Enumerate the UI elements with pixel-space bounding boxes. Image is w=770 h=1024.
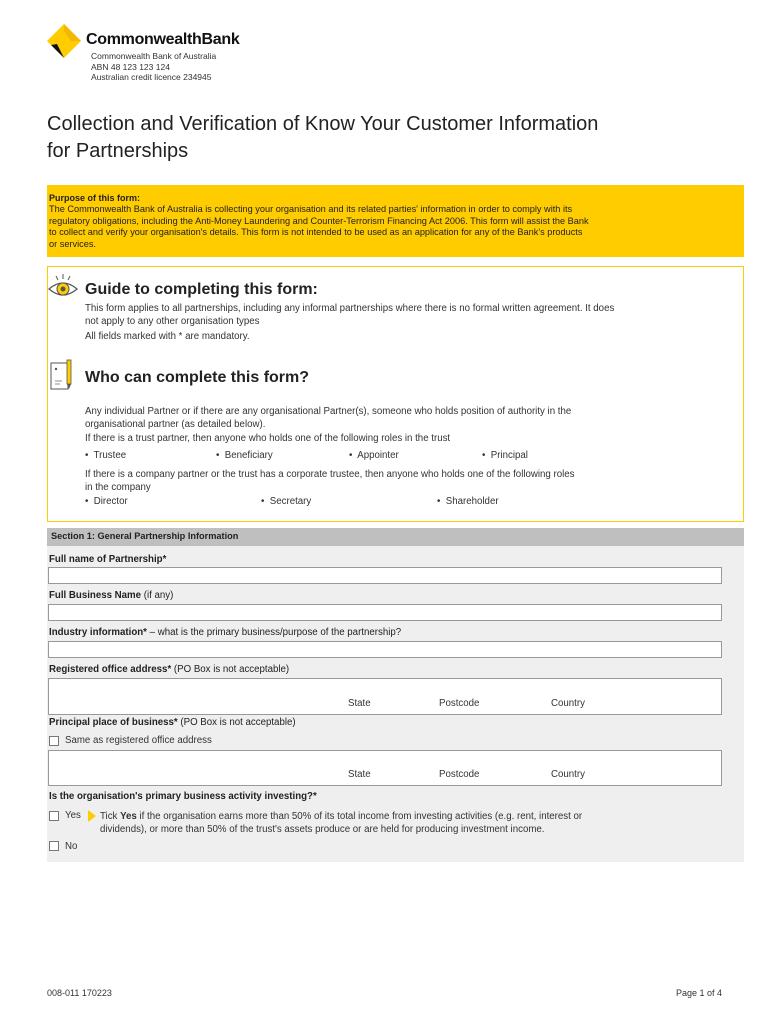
registered-state-label: State: [348, 698, 371, 709]
bank-logo-icon: [47, 24, 81, 58]
guide-text: This form applies to all partnerships, including any informal partnerships where there is no formal written agreement. It does not apply to any other organisation types All fields marked with * are mandatory.: [85, 303, 615, 342]
bank-brand-name: CommonwealthBank: [86, 31, 240, 48]
principal-country-label: Country: [551, 769, 585, 780]
principal-address-input[interactable]: [48, 750, 722, 786]
page-number: Page 1 of 4: [676, 988, 723, 998]
company-role-director: • Director: [85, 496, 128, 507]
form-code: 008-011 170223: [47, 988, 112, 998]
arrow-right-icon: [88, 810, 96, 822]
business-name-input[interactable]: [48, 604, 722, 621]
principal-postcode-label: Postcode: [439, 769, 480, 780]
section-1-header: Section 1: General Partnership Information: [47, 528, 744, 546]
who-heading: Who can complete this form?: [85, 369, 310, 386]
trust-role-trustee: • Trustee: [85, 450, 127, 461]
full-name-label: Full name of Partnership*: [49, 554, 167, 565]
trust-role-principal: • Principal: [482, 450, 528, 461]
purpose-panel: Purpose of this form: The Commonwealth Bank of Australia is collecting your organisation and its related parties' information in order to comply with its regulatory obligations, including the Anti-Money Laundering and Counter-Terrorism Financing Act 2006. This form will assist the Bank to collect and verify your organisation's details. This form is not intended to be used as an application for any of the Bank's products or services.: [47, 185, 744, 257]
page-title: Collection and Verification of Know Your Customer Information for Partnerships: [47, 113, 599, 162]
principal-state-label: State: [348, 769, 371, 780]
same-as-registered-label: Same as registered office address: [65, 735, 212, 746]
principal-place-label: Principal place of business* (PO Box is not acceptable): [49, 717, 296, 728]
form-pen-icon: [50, 359, 76, 391]
company-text: If there is a company partner or the trust has a corporate trustee, then anyone who holds one of the following roles in the company: [85, 469, 575, 493]
investing-no-checkbox[interactable]: [49, 841, 59, 851]
investing-question: Is the organisation's primary business activity investing?*: [49, 791, 317, 802]
industry-input[interactable]: [48, 641, 722, 658]
investing-yes-checkbox[interactable]: [49, 811, 59, 821]
registered-postcode-label: Postcode: [439, 698, 480, 709]
eye-icon: [48, 273, 78, 299]
registered-country-label: Country: [551, 698, 585, 709]
who-text: Any individual Partner or if there are any organisational Partner(s), someone who holds position of authority in the organisational partner (as detailed below). If there is a trust partner, then anyone who holds one of the following roles in the trust: [85, 406, 572, 444]
registered-address-input[interactable]: [48, 678, 722, 715]
investing-no-label: No: [65, 841, 78, 852]
trust-role-beneficiary: • Beneficiary: [216, 450, 273, 461]
company-role-shareholder: • Shareholder: [437, 496, 499, 507]
same-as-registered-checkbox[interactable]: [49, 736, 59, 746]
investing-tick-note: Tick Yes if the organisation earns more than 50% of its total income from investing activities (e.g. rent, interest or dividends), or more than 50% of the trust's assets produce or are held for producing investment income.: [100, 811, 583, 835]
guide-heading: Guide to completing this form:: [85, 281, 318, 298]
company-role-secretary: • Secretary: [261, 496, 312, 507]
registered-address-label: Registered office address* (PO Box is not acceptable): [49, 664, 290, 675]
trust-role-appointer: • Appointer: [349, 450, 399, 461]
purpose-heading: Purpose of this form:: [49, 193, 141, 203]
industry-label: Industry information* – what is the primary business/purpose of the partnership?: [49, 627, 402, 638]
business-name-label: Full Business Name (if any): [49, 590, 174, 601]
entity-details: Commonwealth Bank of Australia ABN 48 123 123 124 Australian credit licence 234945: [91, 51, 217, 82]
investing-yes-label: Yes: [65, 810, 81, 821]
full-name-input[interactable]: [48, 567, 722, 584]
